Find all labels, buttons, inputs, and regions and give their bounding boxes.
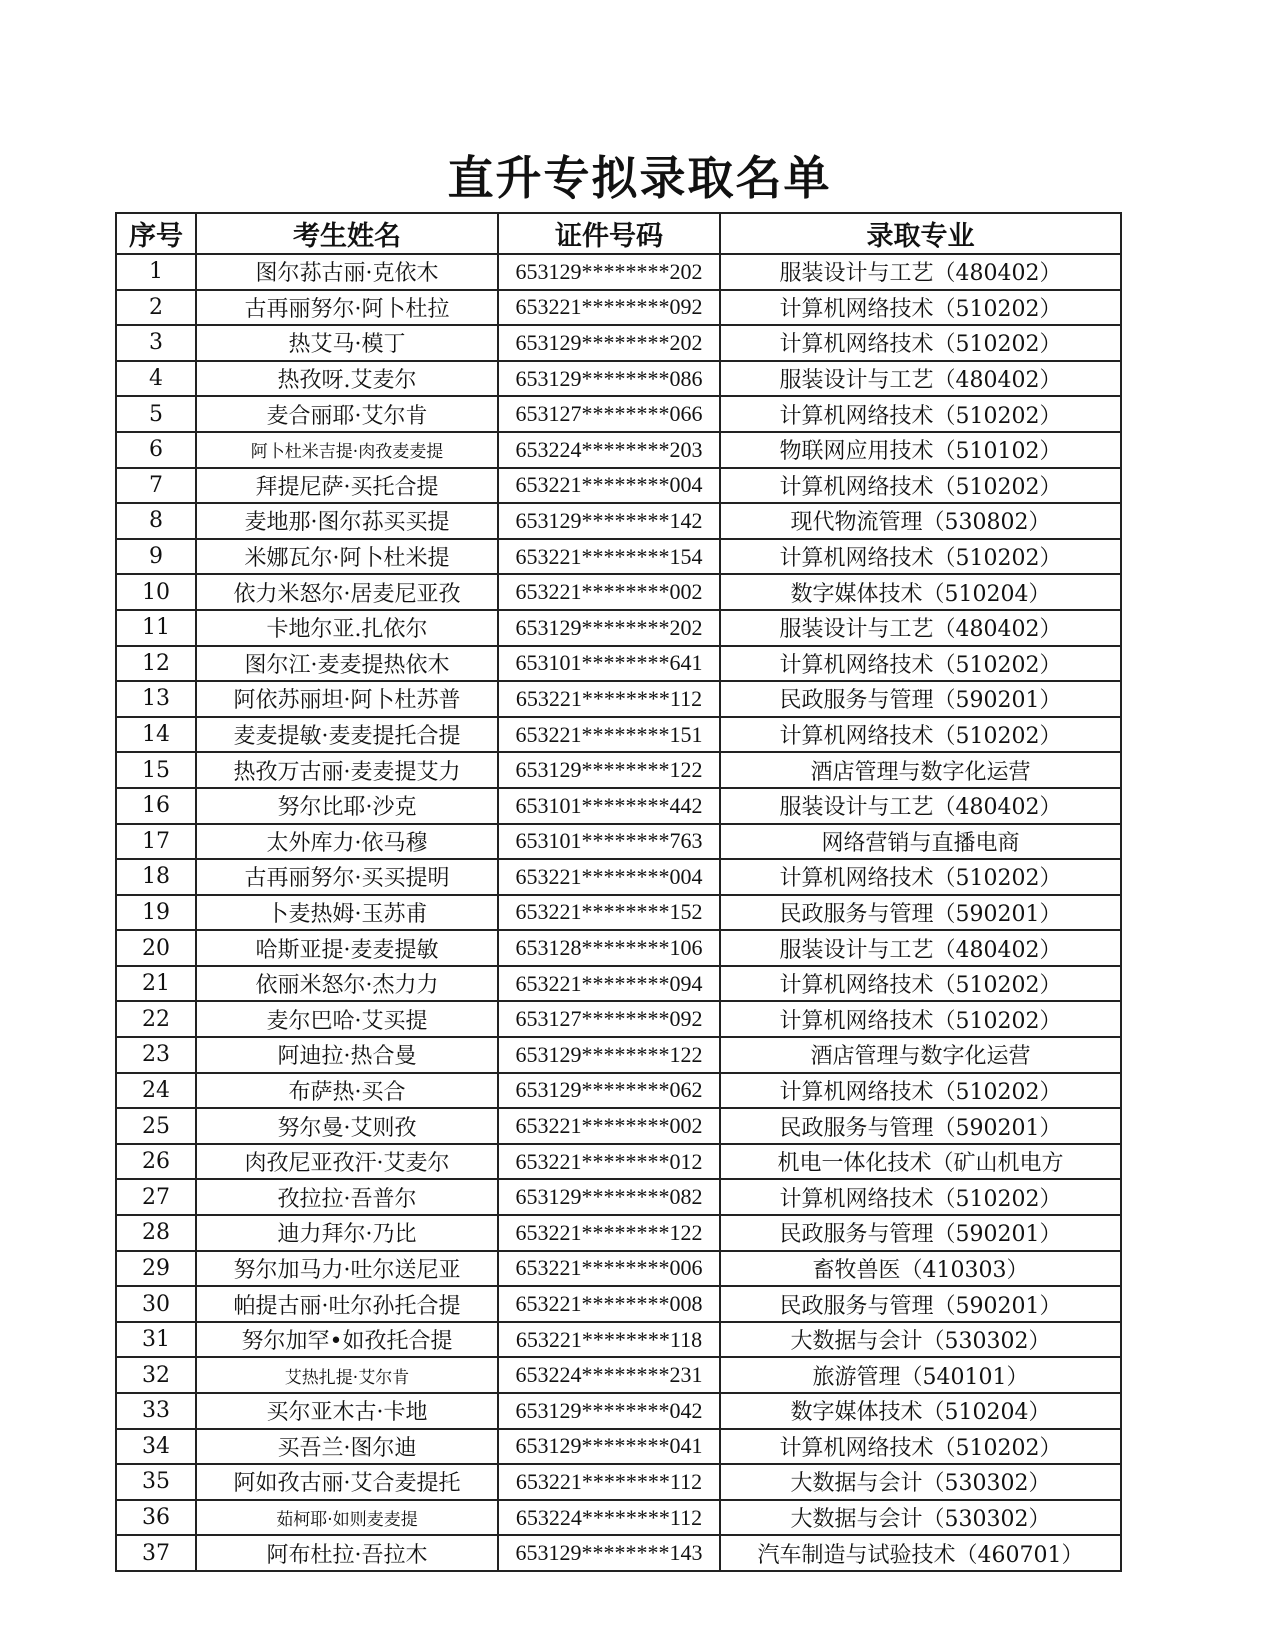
id-number: 653221********122 — [498, 1215, 720, 1251]
admitted-major: 服装设计与工艺（480402） — [720, 254, 1121, 290]
table-row — [116, 254, 1121, 290]
admitted-major: 大数据与会计（530302） — [720, 1464, 1121, 1500]
id-number: 653129********041 — [498, 1429, 720, 1465]
row-number: 1 — [116, 254, 196, 290]
admitted-major: 服装设计与工艺（480402） — [720, 610, 1121, 646]
student-name: 努尔加罕•如孜托合提 — [196, 1322, 498, 1358]
student-name: 阿依苏丽坦·阿卜杜苏普 — [196, 681, 498, 717]
table-row — [116, 752, 1121, 788]
id-number: 653128********106 — [498, 930, 720, 966]
row-number: 28 — [116, 1215, 196, 1251]
student-name: 买尔亚木古·卡地 — [196, 1393, 498, 1429]
row-number: 6 — [116, 432, 196, 468]
id-number: 653221********006 — [498, 1251, 720, 1287]
row-number: 3 — [116, 325, 196, 361]
id-number: 653129********202 — [498, 610, 720, 646]
student-name: 茹柯耶·如则麦麦提 — [196, 1500, 498, 1536]
student-name: 图尔荪古丽·克依木 — [196, 254, 498, 290]
id-number: 653221********002 — [498, 1108, 720, 1144]
admitted-major: 民政服务与管理（590201） — [720, 895, 1121, 931]
id-number: 653129********202 — [498, 254, 720, 290]
table-row — [116, 966, 1121, 1002]
admitted-major: 民政服务与管理（590201） — [720, 1215, 1121, 1251]
student-name: 阿如孜古丽·艾合麦提托 — [196, 1464, 498, 1500]
table-row — [116, 859, 1121, 895]
student-name: 太外库力·依马穆 — [196, 824, 498, 860]
admitted-major: 计算机网络技术（510202） — [720, 325, 1121, 361]
admitted-major: 大数据与会计（530302） — [720, 1500, 1121, 1536]
table-row — [116, 1357, 1121, 1393]
row-number: 37 — [116, 1535, 196, 1571]
table-row — [116, 1144, 1121, 1180]
page-title: 直升专拟录取名单 — [447, 151, 832, 205]
row-number: 9 — [116, 539, 196, 575]
row-number: 34 — [116, 1429, 196, 1465]
table-row — [116, 1215, 1121, 1251]
column-header-name: 考生姓名 — [196, 213, 498, 254]
table-row — [116, 1500, 1121, 1536]
column-header-major: 录取专业 — [720, 213, 1121, 254]
row-number: 32 — [116, 1357, 196, 1393]
student-name: 孜拉拉·吾普尔 — [196, 1179, 498, 1215]
row-number: 23 — [116, 1037, 196, 1073]
row-number: 5 — [116, 396, 196, 432]
id-number: 653221********154 — [498, 539, 720, 575]
id-number: 653221********118 — [498, 1322, 720, 1358]
table-row — [116, 1108, 1121, 1144]
row-number: 14 — [116, 717, 196, 753]
admitted-major: 计算机网络技术（510202） — [720, 396, 1121, 432]
student-name: 依丽米怒尔·杰力力 — [196, 966, 498, 1002]
table-row — [116, 1251, 1121, 1287]
admitted-major: 数字媒体技术（510204） — [720, 574, 1121, 610]
table-row — [116, 1322, 1121, 1358]
id-number: 653221********151 — [498, 717, 720, 753]
id-number: 653101********641 — [498, 646, 720, 682]
admitted-major: 民政服务与管理（590201） — [720, 681, 1121, 717]
admitted-major: 物联网应用技术（510102） — [720, 432, 1121, 468]
student-name: 布萨热·买合 — [196, 1073, 498, 1109]
admitted-major: 民政服务与管理（590201） — [720, 1286, 1121, 1322]
id-number: 653101********763 — [498, 824, 720, 860]
admitted-major: 酒店管理与数字化运营 — [720, 1037, 1121, 1073]
admitted-major: 服装设计与工艺（480402） — [720, 930, 1121, 966]
id-number: 653221********004 — [498, 859, 720, 895]
row-number: 15 — [116, 752, 196, 788]
student-name: 古再丽努尔·买买提明 — [196, 859, 498, 895]
table-row — [116, 574, 1121, 610]
admitted-major: 计算机网络技术（510202） — [720, 1429, 1121, 1465]
column-header-number: 序号 — [116, 213, 196, 254]
student-name: 努尔加马力·吐尔送尼亚 — [196, 1251, 498, 1287]
id-number: 653129********082 — [498, 1179, 720, 1215]
row-number: 11 — [116, 610, 196, 646]
id-number: 653129********202 — [498, 325, 720, 361]
admitted-major: 旅游管理（540101） — [720, 1357, 1121, 1393]
row-number: 31 — [116, 1322, 196, 1358]
id-number: 653129********062 — [498, 1073, 720, 1109]
row-number: 10 — [116, 574, 196, 610]
admitted-major: 服装设计与工艺（480402） — [720, 361, 1121, 397]
id-number: 653129********122 — [498, 752, 720, 788]
table-row — [116, 432, 1121, 468]
row-number: 33 — [116, 1393, 196, 1429]
table-row — [116, 717, 1121, 753]
table-row — [116, 325, 1121, 361]
id-number: 653101********442 — [498, 788, 720, 824]
id-number: 653221********152 — [498, 895, 720, 931]
student-name: 热孜万古丽·麦麦提艾力 — [196, 752, 498, 788]
row-number: 8 — [116, 503, 196, 539]
table-row — [116, 610, 1121, 646]
admitted-major: 网络营销与直播电商 — [720, 824, 1121, 860]
table-row — [116, 1429, 1121, 1465]
table-body — [116, 254, 1121, 1571]
student-name: 麦尔巴哈·艾买提 — [196, 1001, 498, 1037]
admission-table — [115, 212, 1122, 1572]
student-name: 热孜呀.艾麦尔 — [196, 361, 498, 397]
admitted-major: 计算机网络技术（510202） — [720, 290, 1121, 326]
admitted-major: 民政服务与管理（590201） — [720, 1108, 1121, 1144]
student-name: 古再丽努尔·阿卜杜拉 — [196, 290, 498, 326]
student-name: 哈斯亚提·麦麦提敏 — [196, 930, 498, 966]
table-row — [116, 503, 1121, 539]
student-name: 肉孜尼亚孜汗·艾麦尔 — [196, 1144, 498, 1180]
student-name: 拜提尼萨·买托合提 — [196, 468, 498, 504]
row-number: 19 — [116, 895, 196, 931]
row-number: 20 — [116, 930, 196, 966]
admitted-major: 现代物流管理（530802） — [720, 503, 1121, 539]
row-number: 25 — [116, 1108, 196, 1144]
row-number: 13 — [116, 681, 196, 717]
table-row — [116, 1179, 1121, 1215]
id-number: 653221********112 — [498, 681, 720, 717]
table-row — [116, 930, 1121, 966]
admitted-major: 机电一体化技术（矿山机电方 — [720, 1144, 1121, 1180]
row-number: 21 — [116, 966, 196, 1002]
admitted-major: 计算机网络技术（510202） — [720, 1073, 1121, 1109]
admitted-major: 计算机网络技术（510202） — [720, 468, 1121, 504]
table-row — [116, 681, 1121, 717]
id-number: 653221********002 — [498, 574, 720, 610]
id-number: 653129********042 — [498, 1393, 720, 1429]
id-number: 653221********008 — [498, 1286, 720, 1322]
row-number: 27 — [116, 1179, 196, 1215]
student-name: 帕提古丽·吐尔孙托合提 — [196, 1286, 498, 1322]
student-name: 迪力拜尔·乃比 — [196, 1215, 498, 1251]
row-number: 35 — [116, 1464, 196, 1500]
admitted-major: 计算机网络技术（510202） — [720, 539, 1121, 575]
row-number: 12 — [116, 646, 196, 682]
id-number: 653127********066 — [498, 396, 720, 432]
table-row — [116, 539, 1121, 575]
id-number: 653221********112 — [498, 1464, 720, 1500]
id-number: 653224********231 — [498, 1357, 720, 1393]
admitted-major: 计算机网络技术（510202） — [720, 859, 1121, 895]
admitted-major: 畜牧兽医（410303） — [720, 1251, 1121, 1287]
admitted-major: 计算机网络技术（510202） — [720, 717, 1121, 753]
column-header-id: 证件号码 — [498, 213, 720, 254]
row-number: 16 — [116, 788, 196, 824]
id-number: 653129********122 — [498, 1037, 720, 1073]
student-name: 图尔江·麦麦提热依木 — [196, 646, 498, 682]
student-name: 米娜瓦尔·阿卜杜米提 — [196, 539, 498, 575]
student-name: 阿布杜拉·吾拉木 — [196, 1535, 498, 1571]
student-name: 麦合丽耶·艾尔肯 — [196, 396, 498, 432]
table-row — [116, 1535, 1121, 1571]
row-number: 18 — [116, 859, 196, 895]
row-number: 36 — [116, 1500, 196, 1536]
row-number: 26 — [116, 1144, 196, 1180]
row-number: 30 — [116, 1286, 196, 1322]
table-row — [116, 290, 1121, 326]
id-number: 653221********092 — [498, 290, 720, 326]
student-name: 热艾马·模丁 — [196, 325, 498, 361]
table-header-row — [116, 213, 1121, 254]
row-number: 22 — [116, 1001, 196, 1037]
student-name: 阿卜杜米吉提·肉孜麦麦提 — [196, 432, 498, 468]
admitted-major: 数字媒体技术（510204） — [720, 1393, 1121, 1429]
table-row — [116, 824, 1121, 860]
row-number: 2 — [116, 290, 196, 326]
student-name: 卡地尔亚.扎依尔 — [196, 610, 498, 646]
admitted-major: 汽车制造与试验技术（460701） — [720, 1535, 1121, 1571]
id-number: 653221********012 — [498, 1144, 720, 1180]
table-row — [116, 1073, 1121, 1109]
table-row — [116, 895, 1121, 931]
admitted-major: 酒店管理与数字化运营 — [720, 752, 1121, 788]
table-row — [116, 1393, 1121, 1429]
id-number: 653129********086 — [498, 361, 720, 397]
table-row — [116, 468, 1121, 504]
student-name: 卜麦热姆·玉苏甫 — [196, 895, 498, 931]
row-number: 29 — [116, 1251, 196, 1287]
admitted-major: 计算机网络技术（510202） — [720, 1179, 1121, 1215]
admitted-major: 大数据与会计（530302） — [720, 1322, 1121, 1358]
admitted-major: 服装设计与工艺（480402） — [720, 788, 1121, 824]
table-row — [116, 646, 1121, 682]
table-row — [116, 788, 1121, 824]
admitted-major: 计算机网络技术（510202） — [720, 1001, 1121, 1037]
table-row — [116, 1286, 1121, 1322]
id-number: 653127********092 — [498, 1001, 720, 1037]
table-row — [116, 1001, 1121, 1037]
student-name: 努尔比耶·沙克 — [196, 788, 498, 824]
row-number: 4 — [116, 361, 196, 397]
admitted-major: 计算机网络技术（510202） — [720, 646, 1121, 682]
table-row — [116, 1037, 1121, 1073]
id-number: 653224********112 — [498, 1500, 720, 1536]
id-number: 653224********203 — [498, 432, 720, 468]
table-row — [116, 361, 1121, 397]
student-name: 麦麦提敏·麦麦提托合提 — [196, 717, 498, 753]
row-number: 7 — [116, 468, 196, 504]
row-number: 17 — [116, 824, 196, 860]
student-name: 阿迪拉·热合曼 — [196, 1037, 498, 1073]
student-name: 麦地那·图尔荪买买提 — [196, 503, 498, 539]
id-number: 653129********143 — [498, 1535, 720, 1571]
student-name: 买吾兰·图尔迪 — [196, 1429, 498, 1465]
id-number: 653129********142 — [498, 503, 720, 539]
table-row — [116, 396, 1121, 432]
student-name: 艾热扎提·艾尔肯 — [196, 1357, 498, 1393]
table-row — [116, 1464, 1121, 1500]
row-number: 24 — [116, 1073, 196, 1109]
student-name: 依力米怒尔·居麦尼亚孜 — [196, 574, 498, 610]
id-number: 653221********094 — [498, 966, 720, 1002]
student-name: 努尔曼·艾则孜 — [196, 1108, 498, 1144]
id-number: 653221********004 — [498, 468, 720, 504]
admitted-major: 计算机网络技术（510202） — [720, 966, 1121, 1002]
